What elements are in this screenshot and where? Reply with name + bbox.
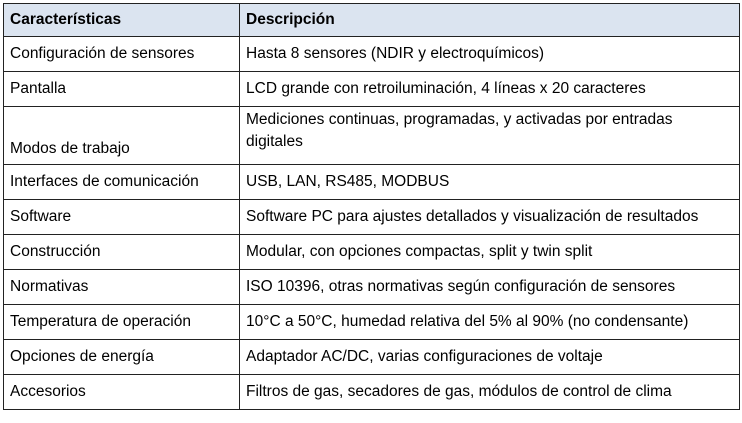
table-row [4,72,740,107]
description-cell: Filtros de gas, secadores de gas, módulos de control de clima [240,375,740,410]
spec-table [3,3,740,410]
feature-cell: Construcción [4,235,240,270]
table-row [4,235,740,270]
feature-cell: Configuración de sensores [4,37,240,72]
description-cell: USB, LAN, RS485, MODBUS [240,165,740,200]
table-row [4,165,740,200]
feature-cell: Temperatura de operación [4,305,240,340]
feature-cell: Interfaces de comunicación [4,165,240,200]
header-features: Características [4,4,240,37]
description-cell: Mediciones continuas, programadas, y activadas por entradas digitales [240,107,740,165]
feature-cell: Modos de trabajo [4,107,240,165]
table-row [4,305,740,340]
table-row [4,37,740,72]
description-cell: 10°C a 50°C, humedad relativa del 5% al 90% (no condensante) [240,305,740,340]
description-cell: LCD grande con retroiluminación, 4 líneas x 20 caracteres [240,72,740,107]
spec-table-container [3,3,740,410]
feature-cell: Pantalla [4,72,240,107]
feature-cell: Software [4,200,240,235]
description-cell: Adaptador AC/DC, varias configuraciones de voltaje [240,340,740,375]
table-row [4,107,740,165]
description-cell: Hasta 8 sensores (NDIR y electroquímicos) [240,37,740,72]
feature-cell: Accesorios [4,375,240,410]
table-header-row [4,4,740,37]
table-row [4,270,740,305]
feature-cell: Normativas [4,270,240,305]
table-row [4,200,740,235]
description-cell: Software PC para ajustes detallados y visualización de resultados [240,200,740,235]
feature-cell: Opciones de energía [4,340,240,375]
description-cell: Modular, con opciones compactas, split y twin split [240,235,740,270]
description-cell: ISO 10396, otras normativas según configuración de sensores [240,270,740,305]
table-row [4,375,740,410]
header-description: Descripción [240,4,740,37]
table-row [4,340,740,375]
